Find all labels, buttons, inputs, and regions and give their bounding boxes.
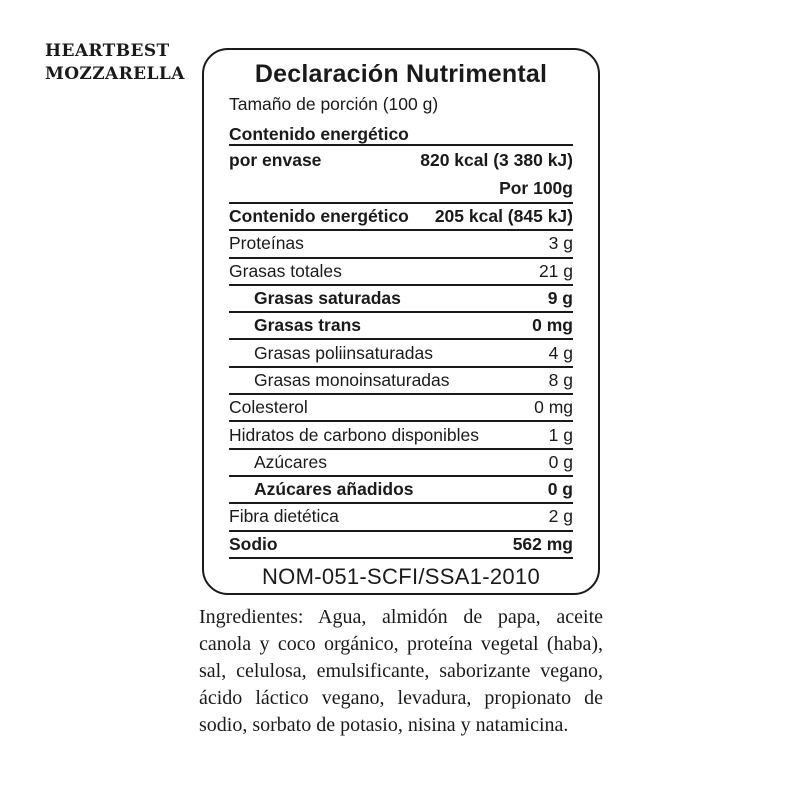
row-fibra-dietetica <box>229 504 573 529</box>
brand-name <box>45 40 185 86</box>
nutrient-name: Grasas saturadas <box>254 288 401 309</box>
nutrient-value: 4 g <box>548 342 573 363</box>
row-grasas-trans <box>229 313 573 338</box>
nutrient-name: Grasas trans <box>254 315 362 336</box>
nutrient-name: Grasas poliinsaturadas <box>254 342 433 363</box>
row-azucares <box>229 450 573 475</box>
row-energia-por-envase <box>229 146 573 174</box>
nutrient-value: 205 kcal (845 kJ) <box>434 206 573 227</box>
panel-title: Declaración Nutrimental <box>254 60 548 88</box>
row-grasas-totales <box>229 259 573 284</box>
nutrient-value: 1 g <box>548 424 573 445</box>
nutrient-name: Grasas totales <box>229 260 342 281</box>
nutrient-value: 2 g <box>548 506 573 527</box>
nutrient-name: Grasas monoinsaturadas <box>254 369 450 390</box>
row-proteinas <box>229 231 573 256</box>
row-grasas-monoinsaturadas <box>229 368 573 393</box>
row-contenido-energetico-100g <box>229 204 573 229</box>
nutrient-name: Sodio <box>229 533 278 554</box>
nutrient-value: 0 g <box>548 451 573 472</box>
nutrient-value: 0 g <box>547 479 573 500</box>
nutrient-value: 9 g <box>547 288 573 309</box>
row-azucares-anadidos <box>229 477 573 502</box>
nutrient-name: Fibra dietética <box>229 506 339 527</box>
brand-line-2: MOZZARELLA <box>45 64 185 84</box>
nutrient-value: 562 mg <box>512 533 573 554</box>
brand-line-1: HEARTBEST <box>45 41 170 61</box>
nutrient-name: Colesterol <box>229 397 308 418</box>
serving-size: Tamaño de porción (100 g) <box>229 94 439 114</box>
nutrient-name: Azúcares añadidos <box>254 479 414 500</box>
ingredients-text: Ingredientes: Agua, almidón de papa, aceite canola y coco orgánico, proteína vegetal (haba), sal, celulosa, emulsificante, saborizante vegano, ácido láctico vegano, levadura, propionato de sodio, sorbato de potasio, nisina y natamicina. <box>199 606 603 736</box>
nutrient-value: 0 mg <box>534 397 573 418</box>
nutrient-value: 820 kcal (3 380 kJ) <box>420 149 573 170</box>
nom-standard-code: NOM-051-SCFI/SSA1-2010 <box>261 563 541 589</box>
nutrient-name: Hidratos de carbono disponibles <box>229 424 480 445</box>
nutrient-value: 21 g <box>538 260 573 281</box>
nutrient-name: Proteínas <box>229 233 304 254</box>
nutrient-value: 8 g <box>548 369 573 390</box>
energy-section-header: Contenido energético <box>229 124 409 144</box>
nutrient-name: Contenido energético <box>229 206 409 227</box>
row-sodio <box>229 532 573 557</box>
row-hidratos-de-carbono <box>229 422 573 447</box>
nutrient-value: 3 g <box>548 233 573 254</box>
row-colesterol <box>229 395 573 420</box>
nutrition-facts-panel <box>202 48 600 595</box>
row-grasas-saturadas <box>229 286 573 311</box>
column-header-text: Por 100g <box>499 177 573 198</box>
nutrient-value: 0 mg <box>532 315 573 336</box>
row-grasas-poliinsaturadas <box>229 340 573 365</box>
nutrient-name: por envase <box>229 149 322 170</box>
per-100g-column-header <box>229 174 573 202</box>
nutrient-name: Azúcares <box>254 451 327 472</box>
